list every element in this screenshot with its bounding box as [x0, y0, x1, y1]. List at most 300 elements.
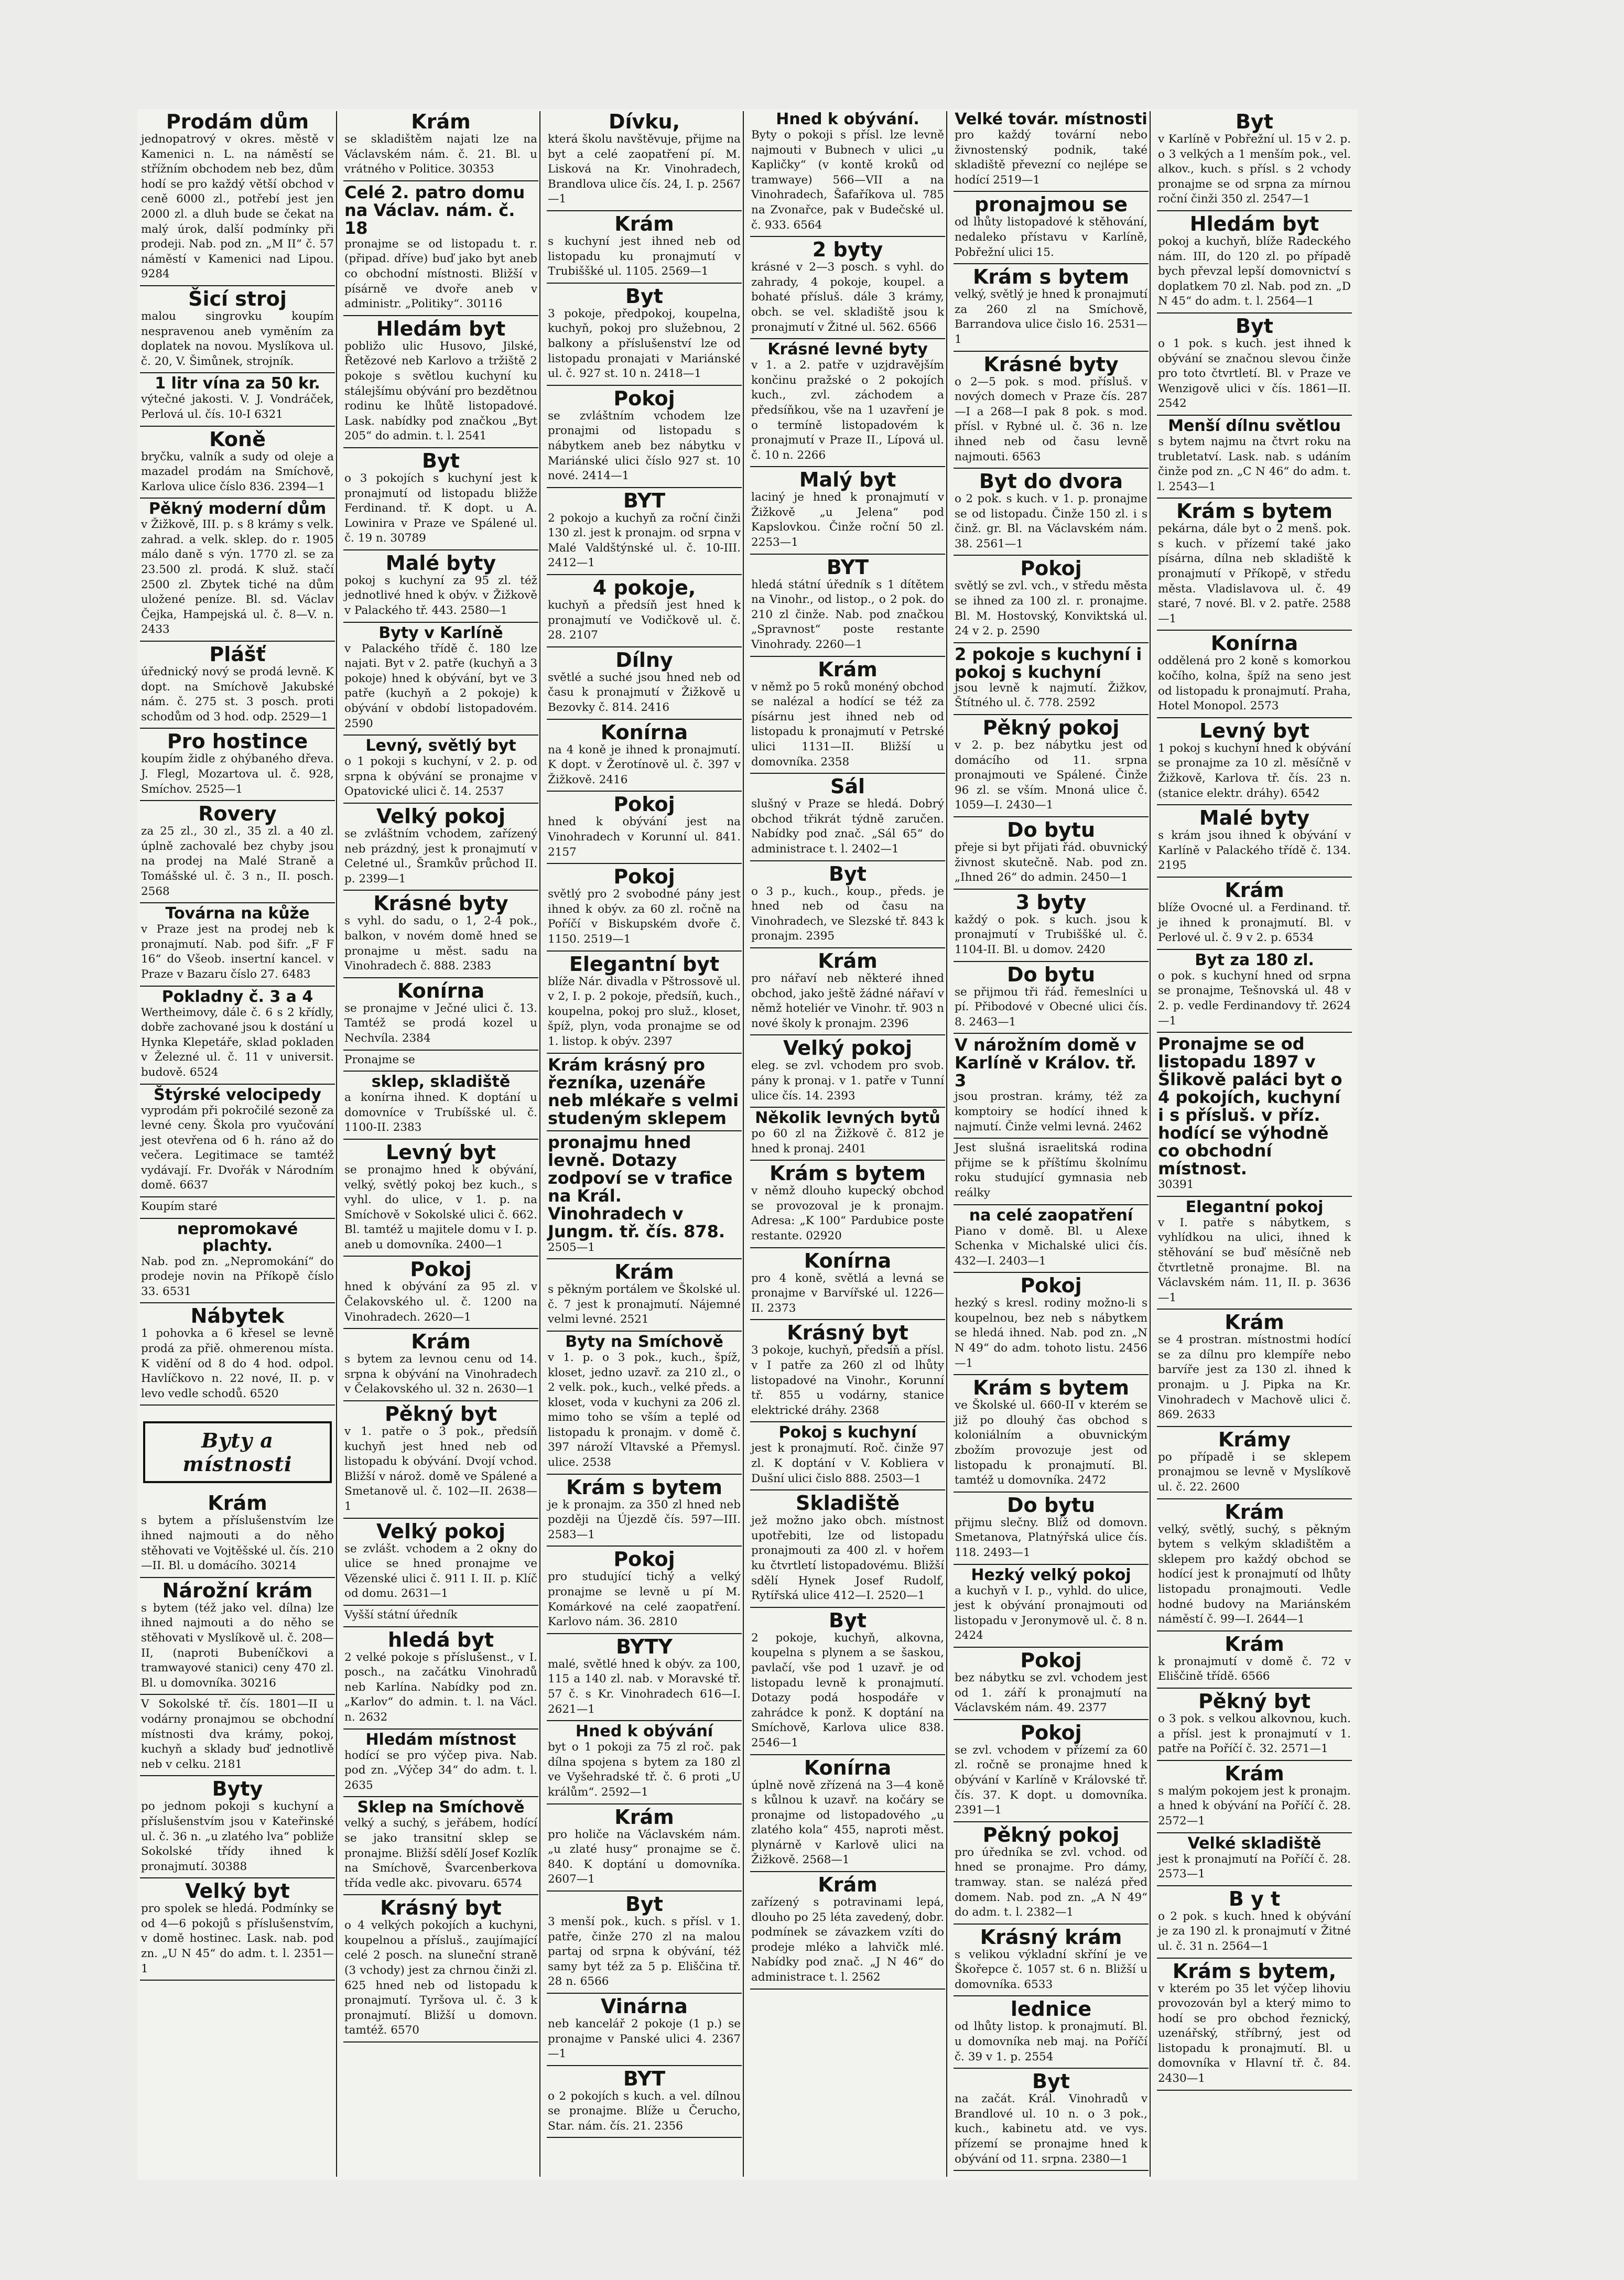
classified-ad	[548, 286, 741, 382]
classified-ad	[751, 341, 944, 463]
ad-divider	[750, 773, 945, 774]
classified-ad	[344, 553, 537, 619]
ad-heading: Konírna	[804, 1249, 892, 1272]
ad-divider	[140, 728, 335, 729]
classified-ad	[955, 111, 1147, 188]
ad-divider	[1157, 1832, 1352, 1833]
ad-text: která školu navštěvuje, přijme na byt a celé zaopatření pí. M. Lisková na Kr. Vinohradech, Brandlova ulice čís. 24, I. p. 2567—1	[548, 133, 741, 206]
ad-heading: Byt za 180 zl.	[1195, 950, 1314, 969]
ad-divider	[140, 641, 335, 642]
ad-heading: Koně	[209, 427, 266, 451]
ad-divider	[343, 1256, 538, 1257]
ad-heading: Továrna na kůže	[165, 904, 310, 923]
ad-text: o 1 pokoji s kuchyní, v 2. p. od srpna k obývání se pronajme v Opatovické ulici č. 14. 2537	[344, 755, 537, 798]
ad-heading: BYTY	[616, 1635, 673, 1658]
ad-heading: Menší dílnu světlou	[1168, 416, 1341, 435]
classified-ad	[955, 1722, 1147, 1818]
ad-heading: Prodám dům	[166, 111, 309, 133]
classified-ad	[344, 318, 537, 444]
classified-ad	[344, 806, 537, 887]
classified-ad	[955, 1207, 1147, 1269]
ad-heading: Byty v Karlíně	[378, 623, 503, 642]
ad-text: 3 pokoje, kuchyň, předsíň a přísl. v I patře za 260 zl od lhůty listopadové na Vinohr., Korunní tř. 855 u vodárny, stanice elektrické dráhy. 2368	[751, 1344, 944, 1417]
classified-ad	[751, 1038, 944, 1104]
ad-heading: Krám	[614, 1805, 674, 1829]
ad-heading: Krám s bytem	[972, 265, 1129, 289]
classified-ad	[344, 1629, 537, 1725]
ad-heading: Byt	[1236, 314, 1273, 338]
ad-heading: Byt	[625, 284, 663, 308]
ad-divider	[140, 1775, 335, 1776]
ad-divider	[1157, 210, 1352, 211]
ad-text: se přijmou tři řád. řemeslníci u pí. Přibodové v Obecné ulici čís. 8. 2463—1	[955, 985, 1147, 1029]
classified-ad	[344, 1897, 537, 2038]
ad-divider	[1157, 1630, 1352, 1631]
ad-text: v Žižkově, III. p. s 8 krámy s velk. zahrad. a velk. sklep. do r. 1905 málo daně s výn. 1770 zl. se za 23.500 zl. prodá. K služ. stačí 2500 zl. Zbytek tiché na dům uložené peníze. Bl. sd. Václav Čejka, Hampejská ul. č. 8—V. n. 2433	[141, 518, 334, 636]
ad-text: od lhůty listopadové k stěhování, nedaleko přístavu v Karlíně, Pobřežní ulici 15.	[955, 215, 1147, 259]
ad-divider	[140, 498, 335, 499]
classified-ad	[141, 1493, 334, 1573]
ad-divider	[547, 791, 742, 792]
ad-text: o 4 velkých pokojích a kuchyni, koupelnou a přísluš., zaujímající celé 2 posch. na sluneční straně (3 vchody) jest za chrnou činži zl. 625 hned neb od listopadu k pronajmutí. Tyršova ul. č. 3 k pronajmutí. Bližší u domovn. tamtéž. 6570	[344, 1919, 537, 2037]
ad-divider	[954, 961, 1149, 962]
ad-divider	[547, 1474, 742, 1475]
classified-ad	[955, 1927, 1147, 1993]
ad-text: slušný v Praze se hledá. Dobrý obchod třikrát týdně zaručen. Nabídky pod znač. „Sál 65“ do administrace t. l. 2402—1	[751, 797, 944, 856]
ad-divider	[547, 1720, 742, 1721]
ad-text: bryčku, valník a sudy od oleje a mazadel prodám na Smíchově, Karlova ulice číslo 836. 2394—1	[141, 450, 334, 493]
ad-divider	[954, 351, 1149, 352]
classified-ad	[1158, 1763, 1351, 1829]
classified-ad	[141, 375, 334, 422]
classified-ad	[751, 239, 944, 335]
classified-ad	[141, 1221, 334, 1300]
ad-text: Byty o pokoji s přísl. lze levně najmouti v Bubnech v ulici „u Kapličky“ (v kontě kroků od tramwaye) 566—VII a na Vinohradech, Šafaříkova ul. 785 na Zvonařce, pak v Budečské ul. č. 933. 6564	[751, 128, 944, 232]
ad-text: a kuchyň v I. p., vyhld. do ulice, jest k obývání pronajmouti od listopadu v Jeronymově ul. č. 8 n. 2424	[955, 1584, 1147, 1643]
ad-text: od lhůty listop. k pronajmutí. Bl. u domovníka neb maj. na Poříčí č. 39 v 1. p. 2554	[955, 2020, 1147, 2063]
ad-divider	[954, 1033, 1149, 1034]
ad-divider	[547, 1993, 742, 1994]
ad-text: za 25 zl., 30 zl., 35 zl. a 40 zl. úplně zachovalé bez chyby jsou na prodej na Malé Straně a Tomášské ul. č. 3 n., II. posch. 2568	[141, 825, 334, 898]
ad-text: jsou levně k najmutí. Žižkov, Štítného ul. č. 778. 2592	[955, 681, 1147, 710]
ad-text: v kterém po 35 let výčep lihoviu provozován byl a který mimo to hodí se pro obchod řeznický, uzenářský, stříbrný, jest od listopadu k pronajmutí. Bl. u domovníka v Hlavní tř. č. 84. 2430—1	[1158, 1982, 1351, 2086]
ad-divider	[750, 1421, 945, 1422]
ad-divider	[140, 1218, 335, 1219]
ad-divider	[954, 642, 1149, 643]
classified-ad	[1158, 1634, 1351, 1684]
ad-divider	[750, 466, 945, 467]
classified-ad	[548, 490, 741, 571]
classified-ad	[955, 1377, 1147, 1488]
ad-text: každý o pok. s kuch. jsou k pronajmutí v Trubiššké ul. č. 1104-II. Bl. u domov. 2420	[955, 913, 1147, 956]
ad-heading: Krám s bytem	[1176, 500, 1333, 523]
ad-text: se zvláštním vchodem lze pronajmi od listopadu s nábytkem aneb bez nábytku v Mariánské ulici číslo 927 st. 10 nové. 2414—1	[548, 409, 741, 483]
ad-heading: 2 pokoje s kuchyní i pokoj s kuchyní	[955, 644, 1142, 682]
ad-text: světlý se zvl. vch., v středu města se ihned za 100 zl. r. pronajme. Bl. M. Hostovský, Konviktská ul. 24 v 2. p. 2590	[955, 579, 1147, 638]
classified-ad	[548, 1334, 741, 1471]
ad-heading: Celé 2. patro domu na Václav. nám. č. 18	[344, 182, 525, 238]
classified-ad	[344, 1142, 537, 1253]
ad-heading: Do bytu	[1006, 818, 1096, 841]
ad-heading: Velké skladiště	[1187, 1834, 1322, 1853]
ad-heading: 2 byty	[812, 238, 883, 262]
ad-heading: Byty	[212, 1777, 263, 1801]
classified-ad	[751, 1163, 944, 1244]
ad-divider	[1157, 630, 1352, 631]
ad-text: pro spolek se hledá. Podmínky se od 4—6 pokojů s příslušenstvím, v domě hostinec. Lask. nab. pod zn. „U N 45“ do adm. t. l. 2351—1	[141, 1902, 334, 1975]
classified-ad	[955, 558, 1147, 639]
classified-ad	[751, 111, 944, 233]
classified-ad	[548, 1261, 741, 1327]
ad-heading: Velký pokoj	[376, 1519, 506, 1543]
classified-ad	[1158, 1961, 1351, 2087]
ad-text: přeje si byt přijati řád. obuvnický živnost skutečně. Nab. pod zn. „Ihned 26“ do admin. 2450—1	[955, 841, 1147, 884]
classified-ad	[955, 471, 1147, 552]
ad-text: pro každý tovární nebo živnostenský podnik, také skladiště převezní co nejlépe se hodící 2519—1	[955, 128, 1147, 187]
classified-ad	[751, 1757, 944, 1868]
ad-heading: Krám	[1225, 1311, 1284, 1334]
ad-divider	[140, 1980, 335, 1981]
classified-ad	[955, 964, 1147, 1030]
classified-ad	[344, 450, 537, 546]
ad-text: v Praze jest na prodej neb k pronajmutí. Nab. pod šifr. „F F 16“ do Všeob. insertní kancel. v Praze v Bazaru číslo 27. 6483	[141, 923, 334, 981]
ad-text: pokoj a kuchyň, blíže Radeckého nám. III, do 120 zl. po případě bych převzal lepší domovnictví s doplatkem 70 zl. Nab. pod zn. „D N 45“ do adm. t. l. 2564—1	[1158, 234, 1351, 308]
ad-text: pronajme se od listopadu t. r. (připad. dříve) buď jako byt aneb co obchodní místnosti. Bližší v písárně ve dvoře aneb v administr. „Politiky“. 30116	[344, 237, 537, 311]
ad-heading: Elegantní byt	[569, 952, 720, 976]
ad-divider	[547, 863, 742, 864]
ad-heading: Pěkný byt	[384, 1402, 497, 1426]
ad-divider	[750, 1489, 945, 1490]
ad-divider	[1157, 2090, 1352, 2091]
ad-heading: BYT	[623, 2067, 666, 2090]
classified-ad	[141, 1697, 334, 1772]
classified-ad	[751, 1322, 944, 1418]
ad-heading: Krám s bytem,	[1172, 1959, 1337, 1983]
ad-divider	[954, 1821, 1149, 1822]
ad-heading: Plášť	[209, 643, 266, 666]
ad-divider	[954, 263, 1149, 264]
ad-text: 1 pohovka a 6 křesel se levně prodá za přiě. ohmerenou místa. K vidění od 8 do 4 hod. odpol. Havlíčkovo n. 22 nové, II. p. v levo vedle schodů. 6520	[141, 1327, 334, 1400]
ad-divider	[547, 1331, 742, 1332]
ad-divider	[1157, 1196, 1352, 1197]
classified-ad	[548, 1056, 741, 1127]
ad-text: kuchyň a předsíň jest hned k pronajmutí ve Vodičkově ul. č. 28. 2107	[548, 599, 741, 642]
ad-text: pro holiče na Václavském nám. „u zlaté husy“ pronajme se č. 840. K doptání u domovníka. 2607—1	[548, 1828, 741, 1886]
ad-divider	[750, 1034, 945, 1035]
ad-heading: Hned k obývání	[575, 1722, 713, 1741]
ad-divider	[750, 1607, 945, 1608]
classified-ad	[751, 776, 944, 857]
ad-divider	[954, 1719, 1149, 1720]
classified-ad	[548, 111, 741, 207]
ad-text: o 2—5 pok. s mod. přísluš. v nových domech v Praze čís. 287—I a 268—I pak 8 pok. s mod. přísl. v Rybné ul. č. 36 n. lze ihned neb od času levně najmouti. 6563	[955, 375, 1147, 463]
ad-text: se zvl. vchodem v přízemí za 60 zl. ročně se pronajme hned k obývání v Karlíně v Královské tř. čís. 37. K dopt. u domovníka. 2391—1	[955, 1743, 1147, 1817]
ad-heading: Elegantní pokoj	[1185, 1197, 1324, 1216]
ad-text: 3 pokoje, předpokoj, koupelna, kuchyň, pokoj pro služebnou, 2 balkony a příslušenství lze od listopadu pronajati v Mariánské ul. č. 927 st. 10 n. 2418—1	[548, 307, 741, 381]
ad-heading: Pokoj	[613, 793, 675, 816]
ad-text: laciný je hned k pronajmutí v Žižkově „u Jelena“ pod Kapslovkou. Činže roční 50 zl. 2253—1	[751, 491, 944, 549]
classified-ad	[955, 717, 1147, 813]
ad-heading: Krám	[1225, 1632, 1284, 1656]
column-3	[546, 111, 744, 2177]
ad-heading: Krám	[1225, 1762, 1284, 1785]
classified-ad	[955, 645, 1147, 711]
ad-text: o 3 pokojích s kuchyní jest k pronajmutí od listopadu bližže Ferdinand. tř. K dopt. u A. Lowinira v Praze ve Spálené ul. č. 19 n. 30789	[344, 471, 537, 545]
ad-divider	[140, 800, 335, 801]
classified-ad	[548, 2068, 741, 2134]
ad-text: hezký s kresl. rodiny možno-li s koupelnou, bez neb s nábytkem se hledá ihned. Nab. pod zn. „N N 49“ do adm. tohoto listu. 2456—1	[955, 1296, 1147, 1370]
column-6	[1156, 111, 1353, 2177]
classified-ad	[141, 501, 334, 637]
ad-text: pro studující tichý a velký pronajme se levně u pí M. Komárkové na celé zaopatření. Karlovo nám. 36. 2810	[548, 1570, 741, 1629]
ad-text: v 1. p. o 3 pok., kuch., špíž, kloset, jedno uzavř. za 210 zl., o 2 velk. pok., kuch., velké předs. a kloset, voda v kuchyni za 206 zl. mimo toho se vším a teplé od listopadu k pronajm. v domě č. 397 nároží Vltavské a Přemysl. ulice. 2538	[548, 1350, 741, 1469]
classified-ad	[344, 1521, 537, 1602]
ad-heading: Pokoj	[1020, 1274, 1082, 1298]
classified-ad	[141, 1200, 334, 1215]
ad-divider	[140, 1694, 335, 1695]
classified-ad	[955, 892, 1147, 958]
ad-divider	[343, 1626, 538, 1627]
ad-text: oddělená pro 2 koně s komorkou kočího, kolna, špíž na seno jest od listopadu k pronajmutí. Praha, Hotel Monopol. 2573	[1158, 654, 1351, 713]
ad-heading: Velké továr. místnosti	[955, 111, 1147, 128]
ad-heading: Byt	[422, 449, 460, 472]
ad-text: jest k pronajmutí. Roč. činže 97 zl. K doptání v V. Kobliera v Dušní ulici čislo 888. 2503—1	[751, 1442, 944, 1485]
ad-text: se 4 prostran. místnostmi hodící se za dílnu pro klempíře nebo barvíře jest za 130 zl. ihned k pronajm. u J. Pipka na Kr. Vinohradech v Machově ulici č. 869. 2633	[1158, 1333, 1351, 1422]
ad-text: blíže Ovocné ul. a Ferdinand. tř. je ihned k pronajmutí. Bl. v Perlové ul. č. 9 v 2. p. 6534	[1158, 901, 1351, 945]
classified-ad	[751, 557, 944, 653]
ad-text: výtečné jakosti. V. J. Vondráček, Perlová ul. čís. 10-I 6321	[141, 393, 334, 421]
ad-text: o 3 pok. s velkou alkovnou, kuch. a přísl. jest k pronajmutí v 1. patře na Poříčí č. 32. 2571—1	[1158, 1712, 1351, 1756]
classified-ad	[1158, 1429, 1351, 1495]
ad-text: 3 menší pok., kuch. s přísl. v 1. patře, činže 270 zl na malou partaj od srpna k obývání, též samy byt též za 5 p. Eliščina tř. 28 n. 6566	[548, 1915, 741, 1989]
ad-divider	[954, 1647, 1149, 1648]
classified-ad	[141, 1778, 334, 1874]
classified-ad	[751, 1493, 944, 1604]
ad-text: Wertheimovy, dále č. 6 s 2 křídly, dobře zachované jsou k dostání u Hynka Klepetáře, sklad pokladen v Železné ul. č. 11 v universit. budově. 6524	[141, 1006, 334, 1079]
ad-heading: V nárožním domě v Karlíně v Králov. tř. 3	[955, 1035, 1137, 1091]
ad-heading: Krám s bytem	[769, 1162, 926, 1185]
classified-ad	[548, 866, 741, 947]
classified-ad	[1158, 1199, 1351, 1306]
ad-divider	[1157, 1032, 1352, 1033]
ad-heading: Pokoj	[1020, 1648, 1082, 1672]
ad-heading: Krám	[1225, 1500, 1284, 1523]
ad-divider	[140, 986, 335, 987]
ad-text: v 1. patře o 3 pok., předsíň kuchyň jest hned neb od listopadu k obývání. Dvojí vchod. Bližší v nárož. domě ve Spálené a Smetanově ul. č. 102—II. 2638—1	[344, 1425, 537, 1513]
ad-divider	[140, 1577, 335, 1578]
ad-divider	[343, 315, 538, 316]
classified-ad	[344, 1799, 537, 1891]
ad-divider	[1157, 1958, 1352, 1959]
ad-divider	[954, 1492, 1149, 1493]
ad-divider	[1157, 1885, 1352, 1886]
ad-divider	[140, 285, 335, 286]
ad-heading: Dívku,	[608, 111, 680, 133]
ad-text: jest k pronajmutí na Poříčí č. 28. 2573—1	[1158, 1852, 1351, 1881]
ad-divider	[954, 1564, 1149, 1565]
ad-text: ve Školské ul. 660-II v kterém se již po dlouhý čas obchod s koloniálním a obuvnickým zbožím provozuje jest od listopadu k pronajmutí. Bl. tamtéž u domovníka. 2472	[955, 1399, 1147, 1487]
ad-divider	[1157, 949, 1352, 950]
ad-heading: 4 pokoje,	[592, 576, 696, 600]
classified-ad	[548, 722, 741, 788]
ad-text: na začát. Král. Vinohradů v Brandlové ul. 10 n. o 3 pok., kuch., kabinetu atd. ve vys. přízemí se pronajme hned k obývání od 11. srpna. 2380—1	[955, 2092, 1147, 2166]
ad-heading: Krám	[1225, 878, 1284, 902]
ad-divider	[1157, 717, 1352, 718]
classified-ad	[548, 388, 741, 484]
classified-ad	[1158, 501, 1351, 626]
classified-ad	[141, 989, 334, 1080]
classified-ad	[344, 183, 537, 312]
section-banner: Byty a místnosti	[143, 1421, 332, 1483]
ad-divider	[954, 1138, 1149, 1139]
ad-text: Vyšší státní úředník	[344, 1608, 458, 1622]
ad-heading: Krám	[411, 1330, 471, 1354]
ad-divider	[750, 656, 945, 657]
ad-text: přijmu slečny. Blíž od domovn. Smetanova, Platnýřská ulice čís. 118. 2493—1	[955, 1516, 1147, 1559]
classified-ad	[955, 1275, 1147, 1371]
ad-text: o 2 pok. s kuch. hned k obývání je za 190 zl. k pronajmutí v Žitné ul. č. 31 n. 2564—1	[1158, 1909, 1351, 1953]
ad-text: jsou prostran. krámy, též za komptoiry se hodící ihned k najmutí. Činže velmi levná. 2462	[955, 1090, 1147, 1133]
ad-text: s krám jsou ihned k obývání v Karlíně v Palackého třídě č. 134. 2195	[1158, 829, 1351, 872]
ad-heading: Krám krásný pro řezníka, uzenáře neb mlékaře s velmi studeným sklepem	[548, 1054, 739, 1128]
ad-heading: Byt	[829, 862, 867, 885]
ad-divider	[547, 1633, 742, 1634]
ad-divider	[1157, 498, 1352, 499]
ad-text: po případě i se sklepem pronajmou se levně v Myslíkově ul. č. 22. 2600	[1158, 1450, 1351, 1494]
ad-divider	[954, 714, 1149, 715]
ad-heading: 1 litr vína za 50 kr.	[155, 374, 320, 393]
ad-text: 2 pokojo a kuchyň za roční činži 130 zl. jest k pronajm. od srpna v Malé Valdštýnské ul. č. 10-III. 2412—1	[548, 511, 741, 570]
ad-text: pro 4 koně, světlá a levná se pronajme v Barvířské ul. 1226—II. 2373	[751, 1271, 944, 1315]
ad-text: Koupím staré	[141, 1200, 218, 1214]
ad-heading: Krám	[818, 949, 878, 972]
ad-divider	[343, 977, 538, 978]
ad-divider	[547, 1803, 742, 1804]
ad-heading: Levný, světlý byt	[365, 737, 516, 755]
classified-ad	[344, 738, 537, 799]
classified-ad	[344, 1053, 537, 1068]
ad-heading: sklep, skladiště	[371, 1073, 511, 1092]
ad-text: s bytem najmu na čtvrt roku na trubletatví. Lask. nab. s udáním činže pod zn. „C N 46“ do adm. t. l. 2543—1	[1158, 435, 1351, 493]
ad-text: zařízený s potravinami lepá, dlouho po 25 léta zavedený, dobr. podmínek se závazkem vzíti do prodeje mléko a lahvičk mlé. Nabídky pod znač. „J N 46“ do administrace t. l. 2562	[751, 1896, 944, 1984]
ad-heading: Malé byty	[1199, 806, 1310, 830]
classified-ad	[1158, 720, 1351, 801]
ad-heading: Byt	[625, 1892, 663, 1916]
ad-heading: Konírna	[804, 1756, 892, 1779]
classified-ad	[751, 950, 944, 1031]
ad-heading: hledá byt	[387, 1628, 494, 1651]
ad-text: v němž dlouho kupecký obchod se provozoval je k pronajm. Adresa: „K 100“ Pardubice poste restante. 02920	[751, 1184, 944, 1243]
classified-ad	[1158, 1035, 1351, 1193]
ad-text: v 1. a 2. patře v uzjdravějším končinu pražské o 2 pokojích kuch., zvl. záchodem a předsíňkou, vše na 1 uzavření je o termíně listopadovém k pronajmutí v Praze II., Lípová ul. č. 10 n. 2266	[751, 359, 944, 462]
ad-text: pekárna, dále byt o 2 menš. pok. s kuch. v přízemí také jako písárna, dílna neb skladiště k pronajmutí v Příkopě, v středu města. Vladislavova ul. č. 49 staré, 7 nové. Bl. v 2. patře. 2588—1	[1158, 522, 1351, 625]
ad-heading: BYT	[623, 489, 666, 512]
ad-heading: Sál	[830, 775, 865, 798]
ad-text: byt o 1 pokoji za 75 zl roč. pak dílna spojena s bytem za 180 zl ve Vyšehradské tř. č. 6 proti „U králům“. 2592—1	[548, 1741, 741, 1799]
classified-ad	[1158, 807, 1351, 873]
ad-text: V Sokolské tř. čís. 1801—II u vodárny pronajmou se obchodní místnosti dva krámy, pokoj, kuchyň a sklady buď jednotlivě neb v celku. 2181	[141, 1698, 334, 1771]
classified-ad	[955, 266, 1147, 347]
classified-ad	[955, 354, 1147, 465]
classified-ad	[344, 980, 537, 1046]
classified-ad	[955, 1036, 1147, 1134]
ad-heading: Krám	[208, 1492, 267, 1515]
classified-ad	[548, 650, 741, 716]
ad-heading: Pěkný moderní dům	[148, 500, 327, 518]
ad-heading: Pěkný pokoj	[982, 1823, 1120, 1846]
ad-divider	[750, 554, 945, 555]
ad-heading: Krám	[614, 212, 674, 235]
ad-text: o pok. s kuchyní hned od srpna se pronajme, Tešnovská ul. 48 v 2. p. vedle Ferdinandovy tř. 2624—1	[1158, 969, 1351, 1028]
ad-divider	[954, 2068, 1149, 2069]
ad-heading: Několik levných bytů	[755, 1109, 940, 1128]
ad-divider	[343, 447, 538, 448]
ad-text: malou singrovku koupím nespravenou aneb vyměním za doplatek na novou. Myslíkova ul. č. 20, V. Šimůnek, strojník.	[141, 309, 334, 368]
ad-heading: Levný byt	[386, 1140, 496, 1164]
ad-text: Jest slušná israelitská rodina přijme se k příštímu školnímu roku studující gymnasia neb reálky	[955, 1141, 1147, 1200]
ad-divider	[954, 1204, 1149, 1205]
ad-divider	[547, 719, 742, 720]
classified-ad	[1158, 1691, 1351, 1757]
ad-text: se zvlášt. vchodem a 2 okny do ulice se hned pronajme ve Vězenské ulici č. 911 I. II. p. Klíč od domu. 2631—1	[344, 1542, 537, 1601]
ad-heading: Do bytu	[1006, 1493, 1096, 1517]
classified-ad	[1158, 418, 1351, 494]
ad-heading: Krásný byt	[380, 1896, 502, 1920]
ad-text: s bytem a příslušenstvím lze ihned najmouti a do něho stěhovati ve Vojtěšské ul. čís. 210—II. Bl. u domácího. 30214	[141, 1514, 334, 1573]
ad-text: o 1 pok. s kuch. jest ihned k obývání se značnou slevou činže pro toto čtvrtletí. Bl. v Praze ve Wenzigově ulici v čís. 1861—II. 2542	[1158, 337, 1351, 410]
ad-heading: pronajmou se	[974, 193, 1128, 217]
classified-ad	[1158, 880, 1351, 946]
ad-heading: Levný byt	[1199, 719, 1309, 742]
ad-divider	[1157, 1760, 1352, 1761]
ad-heading: Pokladny č. 3 a 4	[161, 987, 313, 1006]
classified-ad	[548, 1894, 741, 1990]
ad-heading: Velký pokoj	[783, 1036, 913, 1060]
ad-divider	[547, 574, 742, 575]
column-2	[342, 111, 540, 2177]
ad-text: 2505—1	[548, 1240, 595, 1254]
classified-ad	[1158, 1312, 1351, 1423]
classified-ad	[751, 1250, 944, 1316]
ad-divider	[343, 1139, 538, 1140]
ad-divider	[750, 1319, 945, 1320]
ad-divider	[343, 1071, 538, 1072]
ad-text: s malým pokojem jest k pronajm. a hned k obývání na Poříčí č. 28. 2572—1	[1158, 1784, 1351, 1828]
ad-text: pro nářaví neb některé ihned obchod, jako ještě žádné nářaví v němž hoteliér ve Vinohr. tř. 903 n nové školy k pronajm. 2396	[751, 971, 944, 1030]
ad-divider	[343, 1605, 538, 1606]
classified-ad	[141, 288, 334, 369]
ad-divider	[750, 1989, 945, 1990]
classified-ad	[141, 429, 334, 495]
classified-ad	[344, 1608, 537, 1623]
ad-heading: lednice	[1010, 1997, 1092, 2021]
ad-divider	[547, 2137, 742, 2138]
ad-heading: Krásný byt	[787, 1321, 908, 1345]
ad-divider	[343, 803, 538, 804]
ad-heading: Konírna	[1210, 632, 1298, 655]
ad-divider	[343, 180, 538, 181]
ad-text: s kuchyní jest ihned neb od listopadu ku pronajmutí v Trubiššké ul. 1105. 2569—1	[548, 234, 741, 278]
classified-ad	[955, 2071, 1147, 2167]
classified-ad	[141, 1881, 334, 1976]
classified-ad	[344, 1331, 537, 1397]
ad-text: eleg. se zvl. vchodem pro svob. pány k pronaj. v 1. patře v Tunní ulice čís. 14. 2393	[751, 1059, 944, 1103]
ad-divider	[547, 1130, 742, 1131]
classified-ad	[548, 1996, 741, 2062]
classified-ad	[548, 213, 741, 279]
ad-divider	[343, 1400, 538, 1401]
ad-divider	[750, 1247, 945, 1248]
